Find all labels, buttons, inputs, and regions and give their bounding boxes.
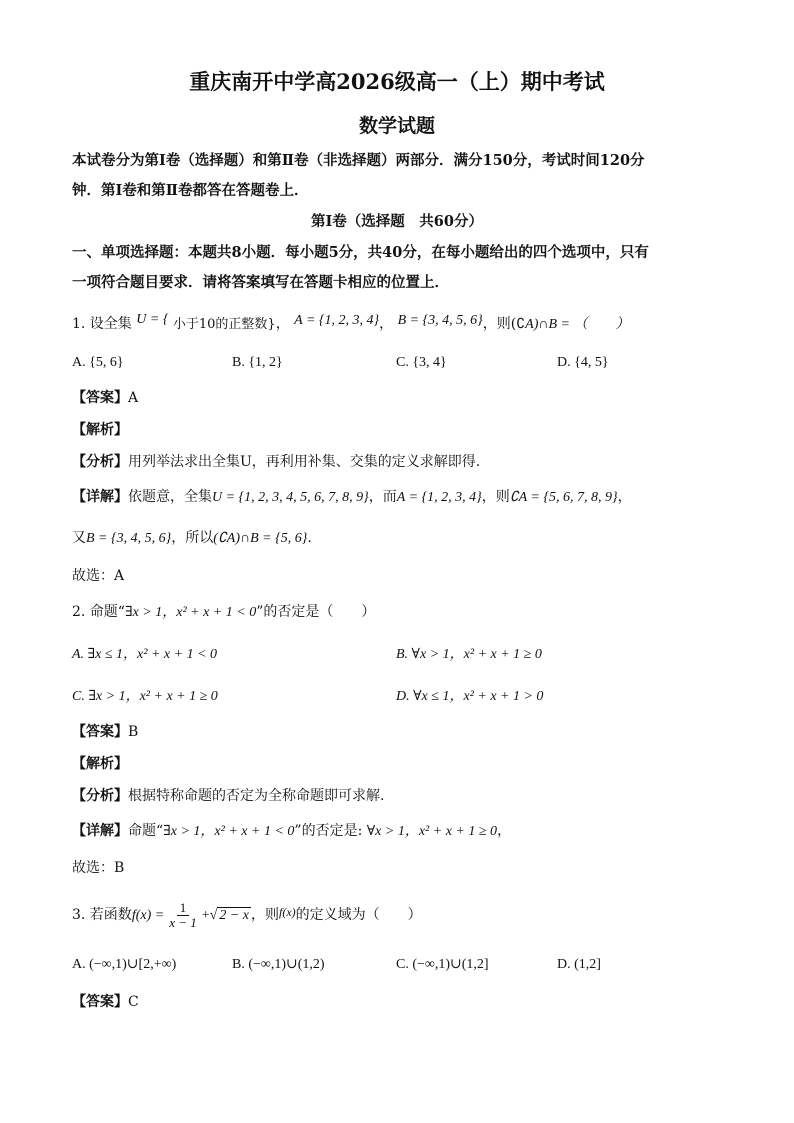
q2-option-d[interactable]: D. ∀x ≤ 1，x² + x + 1 > 0 — [396, 689, 544, 704]
q1-detail-set-b: B = {3, 4, 5, 6} — [86, 531, 172, 546]
q1-answer-value: A — [128, 390, 139, 406]
q2-detail-proposition: ∃x > 1，x² + x + 1 < 0 — [163, 824, 295, 839]
q1-detail-result: A)∩B = {5, 6} — [226, 531, 308, 546]
q1-detail-set-a: A = {1, 2, 3, 4} — [396, 490, 482, 505]
q3-option-c[interactable]: C. (−∞,1)∪(1,2] — [396, 957, 489, 972]
q2-choose-label: 故选： — [72, 860, 114, 876]
q1-fenxi — [72, 452, 480, 472]
q1-detail-text: ，则 — [481, 489, 510, 505]
q1-ask: ，则(∁ — [482, 316, 526, 332]
q3-answer-value: C — [128, 994, 139, 1010]
q3-answer — [72, 992, 139, 1012]
q2-choose-value: B — [114, 860, 125, 876]
q1-detail-text: 依题意，全集 — [128, 489, 212, 505]
q1-answer — [72, 388, 138, 408]
q1-choose-label: 故选： — [72, 568, 114, 584]
q3-fraction-denominator: x − 1 — [169, 914, 197, 930]
exam-subtitle: 数学试题 — [358, 115, 435, 137]
intro-line-1: 本试卷分为第Ⅰ卷（选择题）和第Ⅱ卷（非选择题）两部分．满分150分，考试时间120分 — [72, 152, 645, 169]
exam-title: 重庆南开中学高2026级高一（上）期中考试 — [189, 69, 605, 94]
q2-answer-label: 【答案】 — [72, 724, 128, 740]
q3-option-b[interactable]: B. (−∞,1)∪(1,2) — [232, 957, 325, 972]
q3-option-a[interactable]: A. (−∞,1)∪[2,+∞) — [72, 957, 177, 972]
q1-detail-text: ，而 — [368, 489, 397, 505]
q1-detail-set-u: U = {1, 2, 3, 4, 5, 6, 7, 8, 9} — [212, 490, 369, 505]
q1-fenxi-text: 用列举法求出全集U，再利用补集、交集的定义求解即得. — [128, 454, 481, 470]
q2-option-c[interactable]: C. ∃x > 1，x² + x + 1 ≥ 0 — [72, 689, 218, 704]
q1-detail-label: 【详解】 — [72, 489, 128, 505]
q3-fraction-numerator: 1 — [177, 901, 190, 916]
q3-stem-text: 3. 若函数 — [72, 907, 132, 923]
q2-detail-text: 命题“ — [128, 823, 164, 839]
q1-detail-line-1 — [72, 487, 632, 508]
q1-detail-line-2 — [72, 528, 312, 549]
q1-option-d[interactable]: D. {4, 5} — [557, 355, 609, 370]
q2-detail-text: ， — [497, 823, 512, 839]
part1-instruction-2: 一项符合题目要求．请将答案填写在答题卡相应的位置上． — [72, 274, 449, 291]
q3-answer-label: 【答案】 — [72, 994, 128, 1010]
q2-detail-text: ”的否定是: — [294, 823, 367, 839]
q1-detail-complement-set: A = {5, 6, 7, 8, 9} — [518, 490, 618, 505]
section-heading: 第Ⅰ卷（选择题 共60分） — [311, 213, 483, 230]
q2-detail-label: 【详解】 — [72, 823, 128, 839]
q1-option-c[interactable]: C. {3, 4} — [396, 355, 447, 370]
q2-fenxi-text: 根据特称命题的否定为全称命题即可求解. — [128, 788, 385, 804]
q1-ask-rest: A)∩B = （ ） — [525, 317, 630, 332]
q2-analysis-label: 【解析】 — [72, 756, 128, 772]
q1-detail-text: . — [307, 530, 312, 546]
part1-instruction-1: 一、单项选择题：本题共8小题．每小题5分，共40分，在每小题给出的四个选项中，只有 — [72, 244, 649, 261]
q3-stem-text: ，则 — [251, 907, 279, 923]
q2-stem-text: 2. 命题“ — [72, 604, 125, 620]
q1-choose-value: A — [114, 568, 125, 584]
q1-detail-text: ， — [617, 489, 632, 505]
q2-fenxi-label: 【分析】 — [72, 788, 128, 804]
q2-stem — [72, 602, 375, 623]
q2-detail-negation: ∀x > 1，x² + x + 1 ≥ 0 — [366, 824, 498, 839]
q1-answer-label: 【答案】 — [72, 390, 128, 406]
q2-stem-proposition: ∃x > 1，x² + x + 1 < 0 — [124, 605, 257, 620]
q3-function-lhs: f(x) = — [131, 908, 165, 923]
q1-detail-text: ，所以 — [171, 530, 214, 546]
q1-set-a: A = {1, 2, 3, 4} — [294, 313, 380, 328]
q1-stem: 1. 设全集 U = { 小于10的正整数}， A = {1, 2, 3, 4}， B = {3, 4, 5, 6}，则(∁A)∩B = （ ） — [72, 312, 630, 332]
q1-universal-set: U = { — [136, 312, 169, 327]
q1-detail-text: 又 — [72, 530, 86, 546]
q1-detail-complement: ∁ — [509, 490, 519, 505]
q3-fraction — [166, 901, 200, 930]
q1-detail-complement: (∁ — [213, 531, 227, 546]
q1-universal-desc: 小于10的正整数} — [172, 317, 276, 332]
q2-answer-value: B — [128, 724, 139, 740]
q2-answer — [72, 722, 138, 742]
q3-sqrt-symbol: √ — [209, 908, 218, 923]
q2-option-b[interactable]: B. ∀x > 1，x² + x + 1 ≥ 0 — [396, 647, 542, 662]
q1-option-a[interactable]: A. {5, 6} — [72, 355, 124, 370]
q1-analysis-label: 【解析】 — [72, 422, 128, 438]
intro-line-2: 钟．第Ⅰ卷和第Ⅱ卷都答在答题卷上． — [72, 182, 309, 199]
q3-plus: + — [201, 908, 210, 923]
q3-stem — [72, 898, 422, 933]
q3-option-d[interactable]: D. (1,2] — [557, 957, 601, 972]
q3-function-name: f(x) — [279, 905, 296, 919]
q3-sqrt-radicand: 2 − x — [219, 908, 249, 923]
q2-stem-text: ”的否定是（ ） — [256, 604, 376, 620]
q1-set-b: B = {3, 4, 5, 6} — [397, 313, 483, 328]
q1-stem-prefix: 1. 设全集 — [72, 316, 132, 332]
q1-fenxi-label: 【分析】 — [72, 454, 128, 470]
q1-choose — [72, 566, 124, 586]
q2-fenxi — [72, 786, 384, 806]
q3-stem-text: 的定义域为（ ） — [295, 907, 422, 923]
q2-detail — [72, 821, 511, 842]
q2-choose — [72, 858, 124, 878]
q3-sqrt — [210, 907, 251, 923]
q1-option-b[interactable]: B. {1, 2} — [232, 355, 283, 370]
q2-option-a[interactable]: A. ∃x ≤ 1，x² + x + 1 < 0 — [72, 647, 218, 662]
